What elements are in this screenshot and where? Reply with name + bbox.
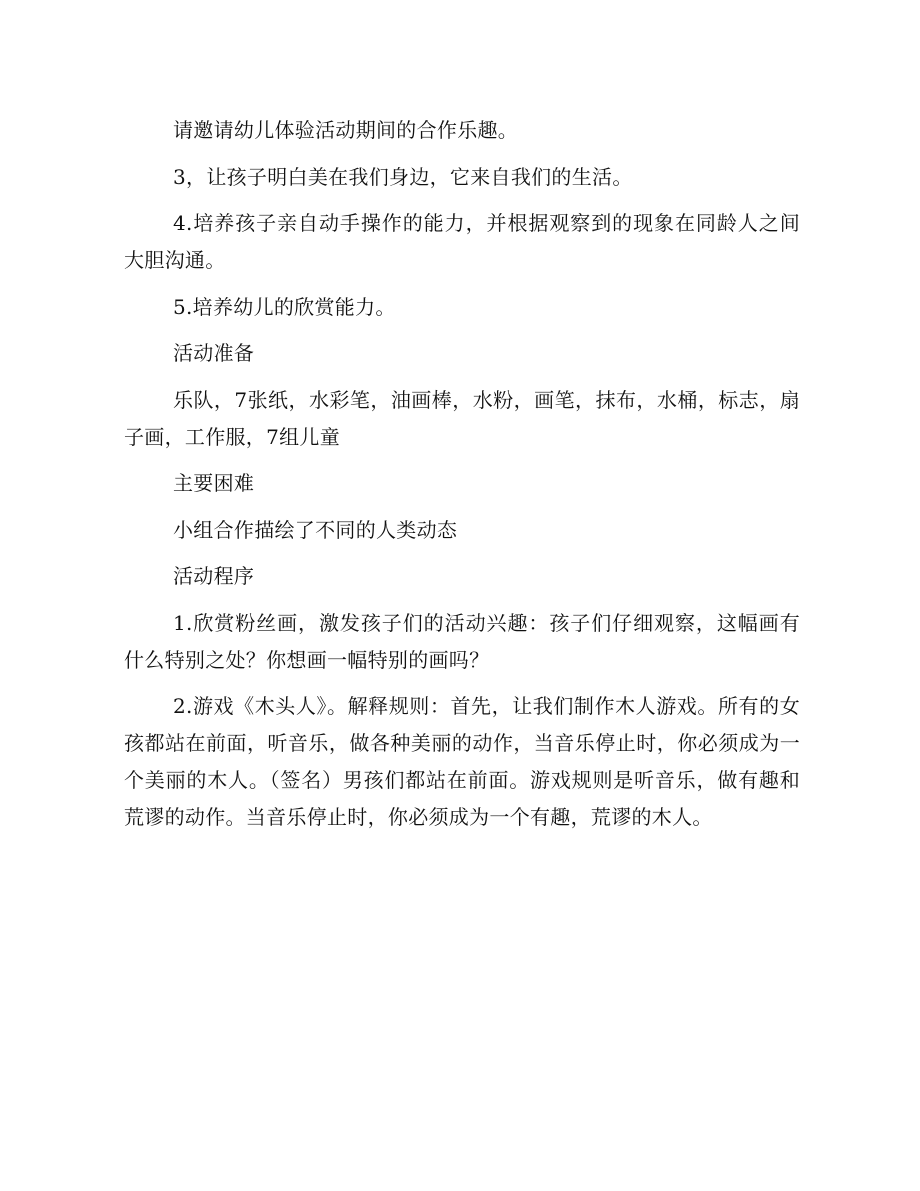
paragraph: 乐队，7张纸，水彩笔，油画棒，水粉，画笔，抹布，水桶，标志，扇子画，工作服，7组儿童 — [124, 387, 800, 449]
paragraph: 4.培养孩子亲自动手操作的能力，并根据观察到的现象在同龄人之间大胆沟通。 — [124, 211, 800, 272]
paragraph: 请邀请幼儿体验活动期间的合作乐趣。 — [173, 118, 519, 142]
section-heading: 活动准备 — [173, 341, 255, 365]
paragraph: 3，让孩子明白美在我们身边，它来自我们的生活。 — [173, 164, 633, 189]
section-heading: 主要困难 — [173, 471, 255, 495]
section-heading: 活动程序 — [173, 564, 255, 588]
paragraph: 1.欣赏粉丝画，激发孩子们的活动兴趣：孩子们仔细观察，这幅画有什么特别之处？你想画一幅特别的画吗？ — [124, 610, 800, 672]
document-body — [124, 112, 800, 846]
paragraph: 5.培养幼儿的欣赏能力。 — [173, 294, 396, 319]
paragraph: 小组合作描绘了不同的人类动态 — [173, 517, 458, 542]
paragraph: 2.游戏《木头人》。解释规则：首先，让我们制作木人游戏。所有的女孩都站在前面，听音乐，做各种美丽的动作，当音乐停止时，你必须成为一个美丽的木人。（签名）男孩们都站在前面。游戏规则是听音乐，做有趣和荒谬的动作。当音乐停止时，你必须成为一个有趣，荒谬的木人。 — [124, 694, 800, 829]
